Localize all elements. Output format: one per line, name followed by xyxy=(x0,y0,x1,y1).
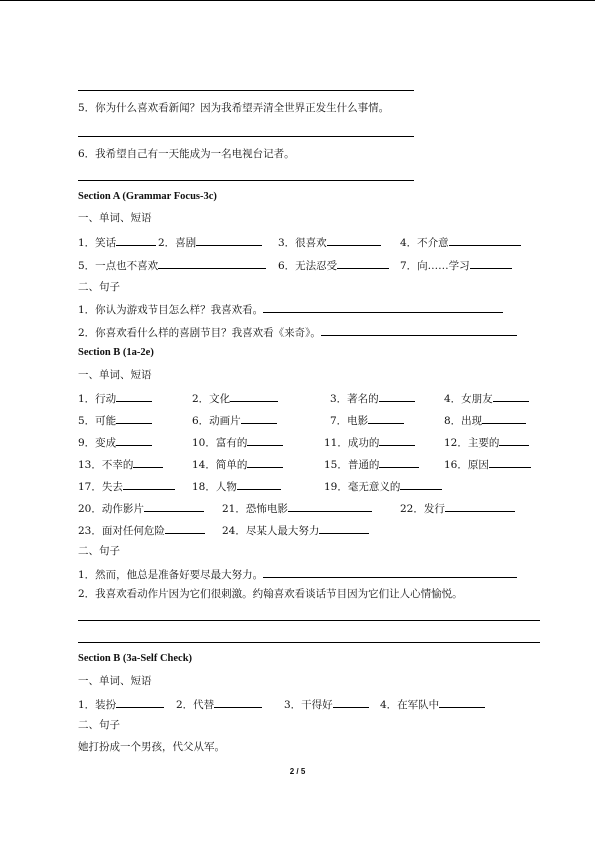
vocab-item: 19．毫无意义的 xyxy=(324,481,401,493)
vocab-item: 11．成功的 xyxy=(324,437,380,449)
blank-line xyxy=(327,234,381,246)
blank-line xyxy=(439,696,485,708)
vocab-item: 20．动作影片 xyxy=(78,503,144,515)
vocab-item: 4．女朋友 xyxy=(444,393,493,405)
blank-line xyxy=(379,456,419,468)
vocab-item: 1．行动 xyxy=(78,393,117,405)
blank-line xyxy=(247,456,283,468)
vocab-item: 12．主要的 xyxy=(444,437,500,449)
answer-line xyxy=(78,620,540,621)
blank-line xyxy=(379,434,415,446)
answer-line xyxy=(78,642,540,643)
section-a-sentence-1 xyxy=(78,301,503,317)
sentence-text: 2．你喜欢看什么样的喜剧节目？我喜欢看《来奇》。 xyxy=(78,327,321,339)
vocab-item: 6．无法忍受 xyxy=(278,260,338,272)
section-b1-part2-title: 二、句子 xyxy=(78,545,120,557)
section-a-sentence-2 xyxy=(78,324,517,340)
section-b1-grid-row xyxy=(78,456,538,470)
blank-line xyxy=(116,696,164,708)
section-b2-part2-title: 二、句子 xyxy=(78,719,120,731)
vocab-item: 21．恐怖电影 xyxy=(222,503,288,515)
section-b1-title: Section B (1a-2e) xyxy=(78,347,154,358)
vocab-item: 22．发行 xyxy=(400,503,445,515)
page-number: 2 / 5 xyxy=(289,767,306,776)
section-b1-grid-row xyxy=(78,434,538,448)
vocab-item: 6．动画片 xyxy=(192,415,241,427)
vocab-item: 1．笑话 xyxy=(78,237,117,249)
section-a-part2-title: 二、句子 xyxy=(78,281,120,293)
blank-line xyxy=(214,696,262,708)
blank-line xyxy=(319,522,369,534)
section-b1-grid-row xyxy=(78,390,538,404)
blank-line xyxy=(144,500,204,512)
vocab-item: 15．普通的 xyxy=(324,459,380,471)
blank-line xyxy=(263,301,503,313)
blank-line xyxy=(247,434,283,446)
vocab-item: 9．变成 xyxy=(78,437,117,449)
blank-line xyxy=(482,412,526,424)
blank-line xyxy=(116,434,152,446)
answer-line xyxy=(78,90,414,91)
blank-line xyxy=(499,434,529,446)
vocab-item: 2．喜剧 xyxy=(158,237,197,249)
section-a-row1 xyxy=(78,234,538,248)
section-b2-part1-title: 一、单词、短语 xyxy=(78,675,152,687)
sentence-6: 6．我希望自己有一天能成为一名电视台记者。 xyxy=(78,148,295,160)
vocab-item: 2．文化 xyxy=(192,393,231,405)
vocab-item: 1．装扮 xyxy=(78,699,117,711)
answer-line xyxy=(78,180,414,181)
section-b1-part1-title: 一、单词、短语 xyxy=(78,369,152,381)
blank-line xyxy=(337,257,389,269)
vocab-item: 18．人物 xyxy=(192,481,237,493)
vocab-item: 4．不介意 xyxy=(400,237,449,249)
section-b1-sentence-1 xyxy=(78,566,517,582)
vocab-item: 5．可能 xyxy=(78,415,117,427)
vocab-item: 10．富有的 xyxy=(192,437,248,449)
section-b1-row23 xyxy=(78,522,548,536)
top-border xyxy=(0,0,595,1)
blank-line xyxy=(333,696,369,708)
vocab-item: 14．简单的 xyxy=(192,459,248,471)
blank-line xyxy=(489,456,531,468)
section-b2-title: Section B (3a-Self Check) xyxy=(78,653,193,664)
vocab-item: 5．一点也不喜欢 xyxy=(78,260,159,272)
vocab-item: 13．不幸的 xyxy=(78,459,134,471)
vocab-item: 3．著名的 xyxy=(330,393,379,405)
section-a-title: Section A (Grammar Focus-3c) xyxy=(78,191,217,202)
vocab-item: 24．尽某人最大努力 xyxy=(222,525,320,537)
blank-line xyxy=(116,234,156,246)
vocab-item: 3．很喜欢 xyxy=(278,237,327,249)
vocab-item: 7．电影 xyxy=(330,415,369,427)
vocab-item: 17．失去 xyxy=(78,481,123,493)
blank-line xyxy=(368,412,404,424)
blank-line xyxy=(241,412,277,424)
vocab-item: 3．干得好 xyxy=(284,699,333,711)
sentence-text: 1．然而，他总是准备好要尽最大努力。 xyxy=(78,569,264,581)
blank-line xyxy=(196,234,262,246)
section-b1-sentence-2: 2．我喜欢看动作片因为它们很刺激。约翰喜欢看谈话节目因为它们让人心情愉悦。 xyxy=(78,588,463,600)
blank-line xyxy=(116,390,152,402)
answer-line xyxy=(78,136,414,137)
vocab-item: 7．向……学习 xyxy=(400,260,470,272)
vocab-item: 2．代替 xyxy=(176,699,215,711)
blank-line xyxy=(158,257,266,269)
blank-line xyxy=(133,456,163,468)
section-b1-grid-row xyxy=(78,478,538,492)
vocab-item: 16．原因 xyxy=(444,459,489,471)
blank-line xyxy=(165,522,205,534)
section-b1-row20 xyxy=(78,500,548,514)
section-b1-grid-row xyxy=(78,412,538,426)
sentence-5: 5．你为什么喜欢看新闻？因为我希望弄清全世界正发生什么事情。 xyxy=(78,102,390,114)
blank-line xyxy=(400,478,442,490)
vocab-item: 8．出现 xyxy=(444,415,483,427)
blank-line xyxy=(470,257,512,269)
sentence-text: 1．你认为游戏节目怎么样？我喜欢看。 xyxy=(78,304,264,316)
vocab-item: 4．在军队中 xyxy=(380,699,440,711)
blank-line xyxy=(263,566,517,578)
blank-line xyxy=(449,234,521,246)
section-a-row2 xyxy=(78,257,538,271)
blank-line xyxy=(237,478,281,490)
blank-line xyxy=(116,412,152,424)
blank-line xyxy=(493,390,529,402)
section-b2-sentence: 她打扮成一个男孩，代父从军。 xyxy=(78,741,225,753)
blank-line xyxy=(445,500,515,512)
blank-line xyxy=(123,478,175,490)
blank-line xyxy=(288,500,372,512)
section-a-part1-title: 一、单词、短语 xyxy=(78,212,152,224)
section-b2-row xyxy=(78,696,548,710)
blank-line xyxy=(379,390,415,402)
blank-line xyxy=(230,390,278,402)
vocab-item: 23．面对任何危险 xyxy=(78,525,165,537)
blank-line xyxy=(321,324,517,336)
